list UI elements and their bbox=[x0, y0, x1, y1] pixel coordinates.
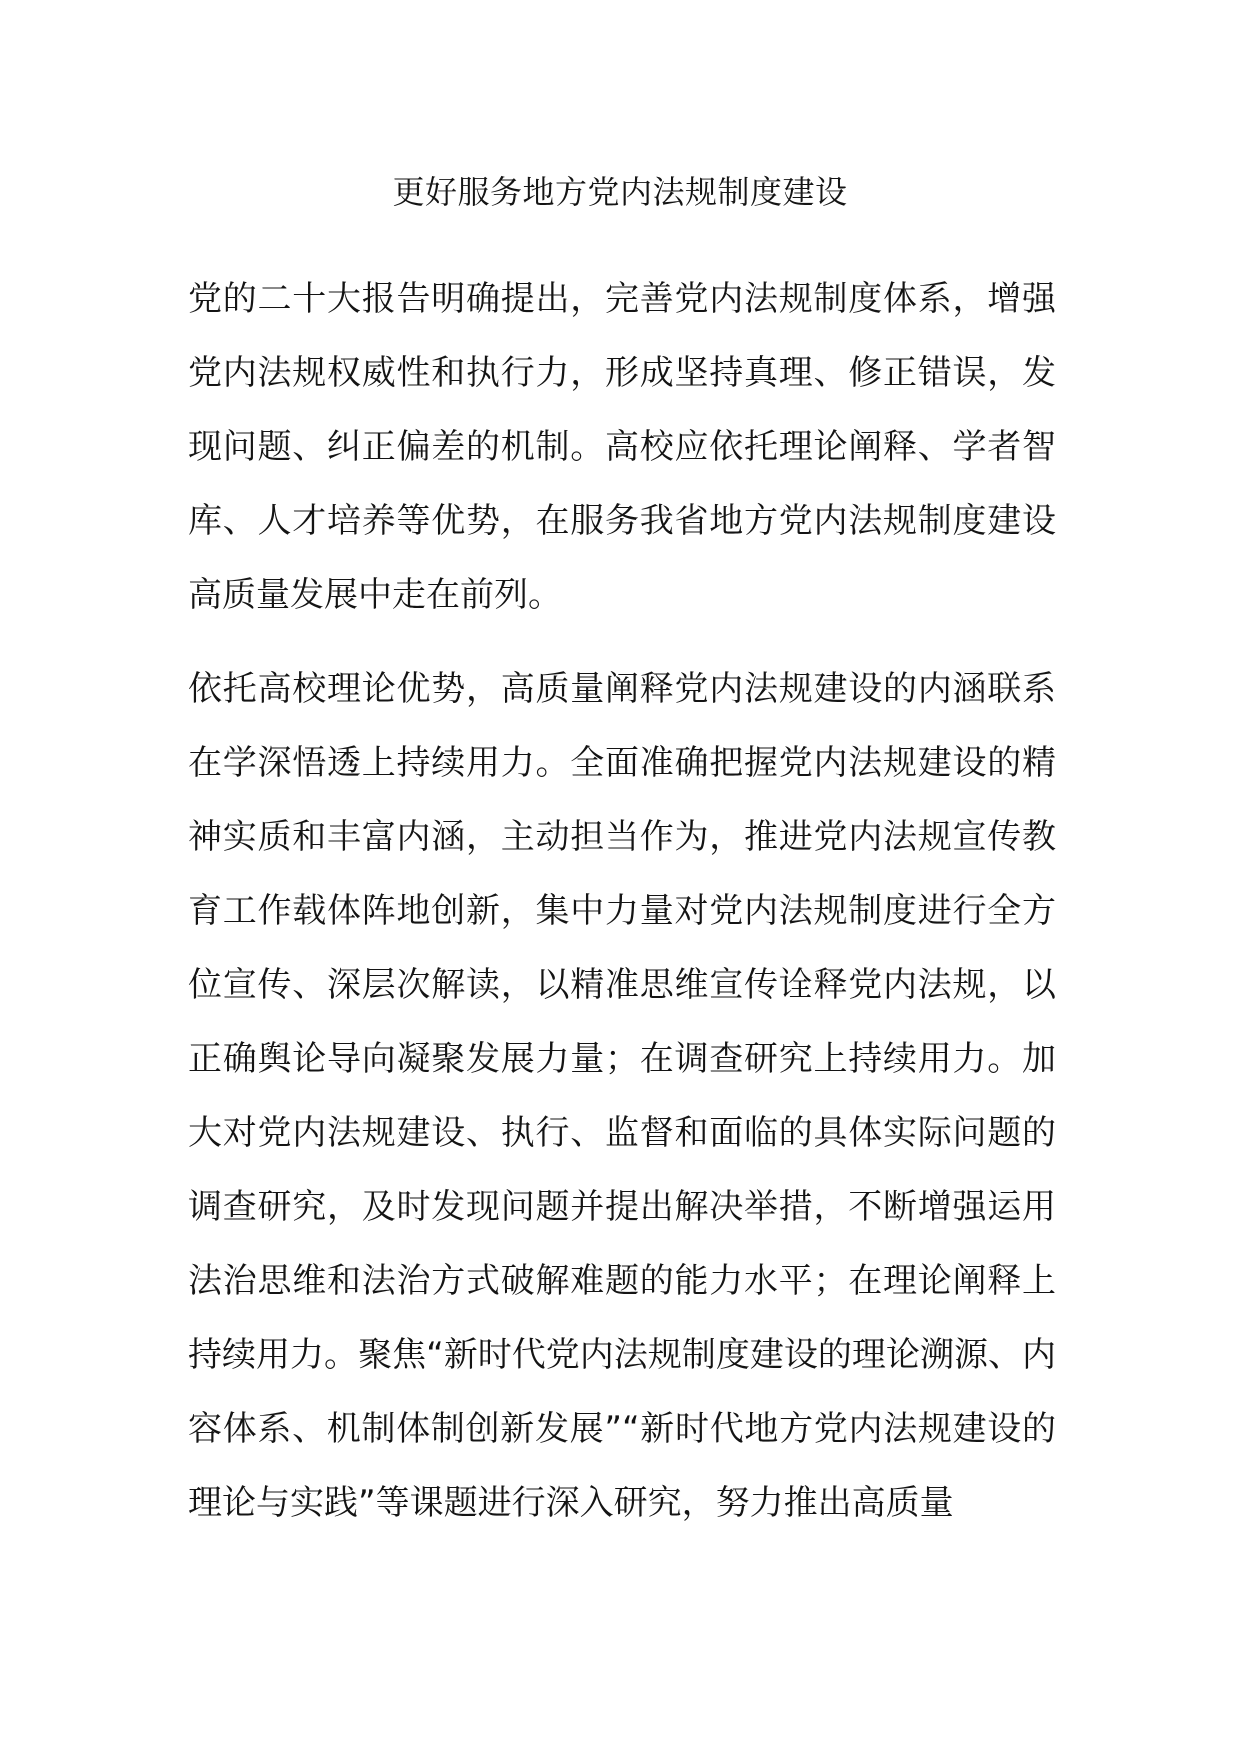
document-body bbox=[188, 262, 1056, 1560]
paragraph-2: 依托高校理论优势，高质量阐释党内法规建设的内涵联系在学深悟透上持续用力。全面准确把握党内法规建设的精神实质和丰富内涵，主动担当作为，推进党内法规宣传教育工作载体阵地创新，集中力量对党内法规制度进行全方位宣传、深层次解读，以精准思维宣传诠释党内法规，以正确舆论导向凝聚发展力量；在调查研究上持续用力。加大对党内法规建设、执行、监督和面临的具体实际问题的调查研究，及时发现问题并提出解决举措，不断增强运用法治思维和法治方式破解难题的能力水平；在理论阐释上持续用力。聚焦“新时代党内法规制度建设的理论溯源、内容体系、机制体制创新发展”“新时代地方党内法规建设的理论与实践”等课题进行深入研究，努力推出高质量 bbox=[188, 669, 1056, 1523]
paragraph-1: 党的二十大报告明确提出，完善党内法规制度体系，增强党内法规权威性和执行力，形成坚持真理、修正错误，发现问题、纠正偏差的机制。高校应依托理论阐释、学者智库、人才培养等优势，在服务我省地方党内法规制度建设高质量发展中走在前列。 bbox=[188, 279, 1056, 615]
document-title: 更好服务地方党内法规制度建设 bbox=[392, 173, 848, 211]
